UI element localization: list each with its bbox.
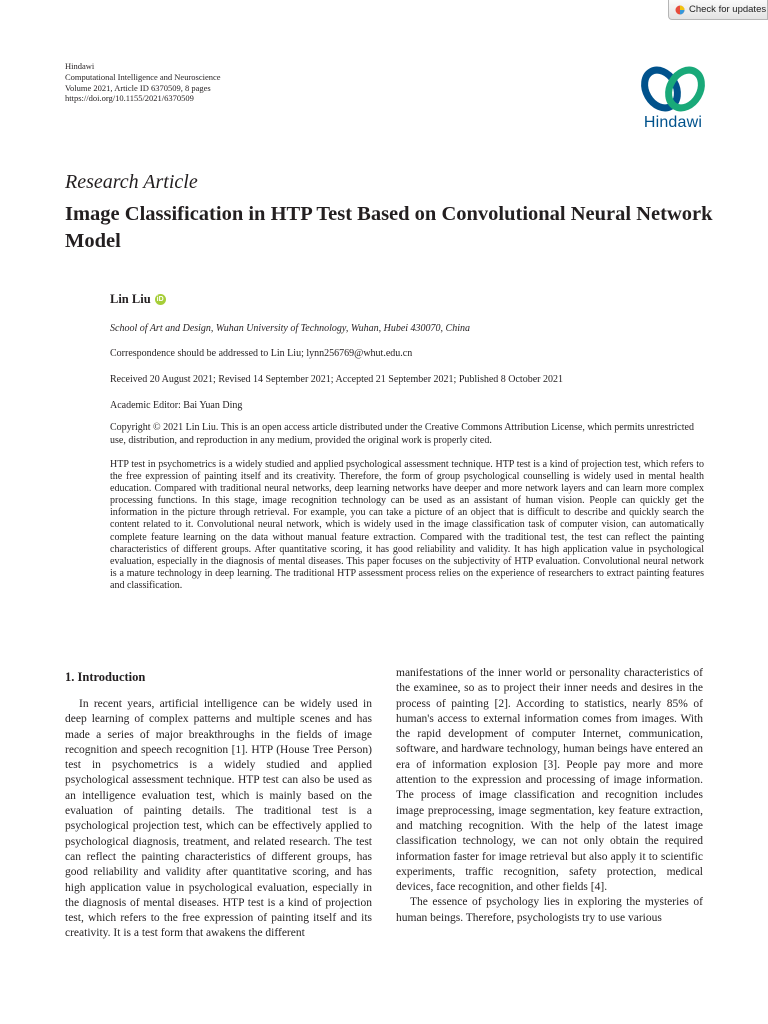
author-name[interactable]: Lin Liu [110, 292, 151, 306]
logo-wordmark: Hindawi [643, 114, 703, 131]
academic-editor: Academic Editor: Bai Yuan Ding [110, 400, 243, 411]
journal-meta [65, 61, 221, 104]
article-type: Research Article [65, 171, 198, 193]
crossmark-icon [675, 5, 685, 15]
body-column-left [65, 697, 372, 942]
copyright-notice: Copyright © 2021 Lin Liu. This is an open access article distributed under the Creative Commons Attribution License, which permits unrestricted use, distribution, and reproduction in any medium, provided the original work is properly cited. [110, 422, 694, 446]
orcid-icon[interactable]: iD [156, 296, 164, 303]
check-for-updates-badge[interactable] [668, 0, 768, 20]
section-heading: 1. Introduction [65, 670, 146, 684]
check-for-updates-label: Check for updates [689, 4, 767, 15]
body-paragraph: The essence of psychology lies in exploring the mysteries of human beings. Therefore, psychologists try to use various [396, 896, 703, 924]
volume-info: Volume 2021, Article ID 6370509, 8 pages [65, 82, 211, 93]
affiliation: School of Art and Design, Wuhan University of Technology, Wuhan, Hubei 430070, China [110, 323, 470, 334]
publication-dates: Received 20 August 2021; Revised 14 September 2021; Accepted 21 September 2021; Published 8 October 2021 [110, 374, 563, 385]
author-line [110, 292, 166, 307]
abstract: HTP test in psychometrics is a widely studied and applied psychological assessment technique. HTP test is a kind of projection test, which refers to the free expression of painting itself and its creativity. Therefore, the form of group psychological counselling is widely used in mental health education. Compared with traditional neural networks, deep learning networks have deeper and more network layers and can learn more complex processing functions. In this stage, image recognition technology can be used as an assistant of human vision. People can quickly get the information in the picture through retrieval. For example, you can take a picture of an object that is difficult to describe and quickly search the content related to it. Convolutional neural network, which is widely used in the image classification task of computer vision, can automatically complete feature learning on the data without manual feature extraction. Compared with the traditional test, the test can reflect the painting characteristics of different groups. After quantitative scoring, it has good reliability and validity. It has high application value in psychological evaluation, especially in the diagnosis of mental diseases. This paper focuses on the subjectivity of HTP evaluation. Convolutional neural network is a mature technology in deep learning. The traditional HTP assessment process relies on the experience of researchers to extract painting features and classification. [110, 459, 704, 591]
doi-link[interactable]: https://doi.org/10.1155/2021/6370509 [65, 93, 194, 104]
publisher-name: Hindawi [65, 61, 95, 71]
body-paragraph: manifestations of the inner world or personality characteristics of the examinee, so as to project their inner needs and desires in the process of painting [2]. According to statistics, nearly 85% of human's access to external information comes from images. With the rapid development of computer Internet, communication, software, and hardware technology, human beings have entered an era of information explosion [3]. People pay more and more attention to the expression and processing of image information. The process of image classification and recognition includes image preprocessing, image segmentation, key feature extraction, and matching recognition. With the help of the latest image classification technology, we can not only obtain the required information faster for image retrieval but also apply it to scientific experiments, traffic recognition, safety protection, medical devices, face recognition, and other fields [4]. [396, 667, 703, 894]
article-title: Image Classification in HTP Test Based on Convolutional Neural Network Model [65, 203, 713, 252]
body-column-right [396, 666, 703, 926]
body-paragraph: In recent years, artificial intelligence can be widely used in deep learning of complex patterns and multiple scenes and has made a series of major breakthroughs in the fields of image recognition and speech recognition [1]. HTP (House Tree Person) test in psychometrics is a widely studied and applied psychological assessment technique. HTP test can also be used as an intelligence evaluation test, which is mainly based on the evaluation of painting details. The traditional test is a psychological projection test, which can be effectively applied to psychological diagnosis, treatment, and related research. The test can reflect the painting characteristics of different groups, has good reliability and validity after quantitative scoring, and has high application value in psychological evaluation, especially in the diagnosis of mental diseases. HTP test is a kind of projection test, which refers to the free expression of painting itself and its creativity. It is a test form that awakens the different [65, 698, 372, 940]
journal-name: Computational Intelligence and Neuroscience [65, 71, 221, 82]
correspondence: Correspondence should be addressed to Lin Liu; lynn256769@whut.edu.cn [110, 348, 413, 359]
